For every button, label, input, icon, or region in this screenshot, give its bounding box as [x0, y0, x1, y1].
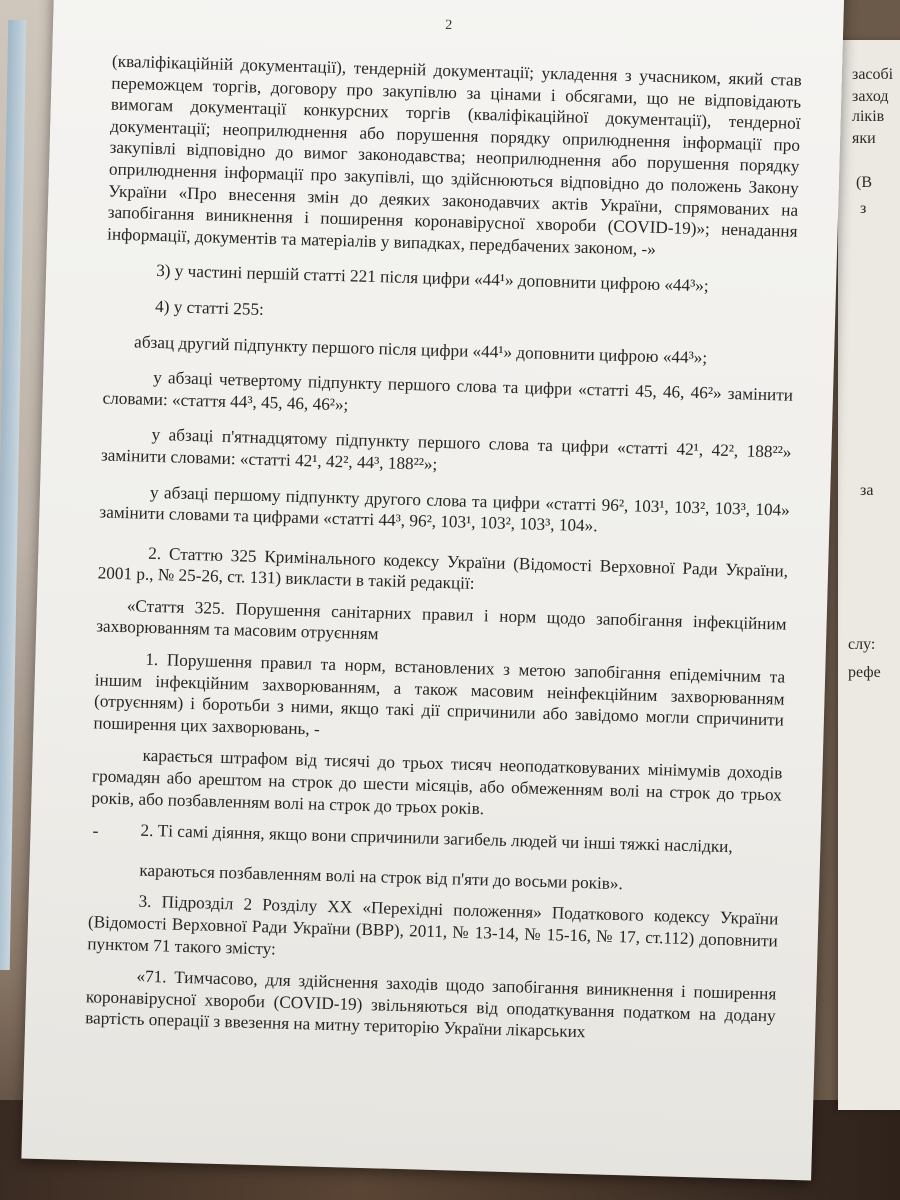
paragraph-item-4-subparagraph-15: у абзаці п'ятнадцятому підпункту першого слова та цифри «статті 42¹, 42², 188²²» замінити словами: «статті 42¹, 42², 44³, 188²²»;: [100, 425, 792, 474]
right-fragment: за: [860, 482, 874, 499]
document-page: [21, 0, 844, 1181]
article-325-part-1-penalty: карається штрафом від тисячі до трьох тисяч неоподатковуваних мінімумів доходів громадян або арештом на строк до шести місяців, або обмеженням волі на строк до трьох років, або позбавленням волі на строк до трьох років.: [91, 746, 783, 818]
right-fragment: яки: [852, 130, 876, 147]
paragraph-section-2: 2. Статтю 325 Кримінального кодексу України (Відомості Верховної Ради України, 2001 р., № 25-26, ст. 131) викласти в такій редакції:: [97, 543, 789, 594]
dash-mark: -: [92, 820, 99, 841]
right-fragment: (В: [856, 174, 872, 191]
second-page-edge: [838, 40, 900, 1110]
paragraph-item-4-subparagraph-second: у абзаці першому підпункту другого слова та цифри «статті 96², 103¹, 103², 103³, 104» замінити словами та цифрами «статті 44³, 96², 103¹, 103², 103³, 104».: [99, 482, 791, 536]
paragraph-item-4-subparagraph-4: у абзаці четвертому підпункту першого слова та цифри «статті 45, 46, 46²» замінити словами: «стаття 44³, 45, 46, 46²»;: [102, 368, 794, 415]
right-fragment: рефе: [848, 664, 881, 681]
page-number: 2: [444, 17, 453, 34]
article-325-title: «Стаття 325. Порушення санітарних правил і норм щодо запобігання інфекційним захворюванням та масовим отруєнням: [95, 596, 787, 644]
paragraph-section-3: 3. Підрозділ 2 Розділу ХХ «Перехідні положення» Податкового кодексу України (Відомості Верховної Ради України (ВВР), 2011, № 13-14, № 15-16, № 17, ст.112) доповнити пунктом 71 такого змісту:: [87, 892, 779, 959]
article-325-part-1: 1. Порушення правил та норм, встановлених з метою запобігання епідемічним та іншим інфекційним захворюванням, а також масовим неінфекційним захворюванням (отруєнням) і боротьби з ними, якщо такі дії спричинили або завідомо могли спричинити поширення цих захворювань, -: [93, 649, 786, 739]
paragraph-item-71: «71. Тимчасово, для здійснення заходів щодо запобігання виникнення і поширення коронавірусної хвороби (COVID-19) звільняються від оподаткування податком на додану вартість операції з ввезення на митну територію України лікарських: [85, 966, 777, 1042]
right-fragment: заход: [852, 88, 889, 105]
paragraph-item-3: 3) у частині першій статті 221 після цифри «44¹» доповнити цифрою «44³»;: [155, 261, 709, 296]
right-fragment: з: [860, 200, 867, 217]
right-fragment: засобі: [852, 66, 894, 83]
right-fragment: слу:: [848, 636, 876, 653]
right-fragment: ліків: [852, 108, 885, 125]
paragraph-item-4-subparagraph-2: абзац другий підпункту першого після цифри «44¹» доповнити цифрою «44³»;: [133, 331, 708, 367]
article-325-part-2-text: 2. Ті самі діяння, якщо вони спричинили загибель людей чи інші тяжкі наслідки,: [140, 820, 733, 857]
paragraph-item-4: 4) у статті 255:: [154, 296, 265, 319]
paragraph-procurement-violations: (кваліфікаційній документації), тендерній документації; укладення з учасником, який став переможцем торгів, договору про закупівлю за цінами і обсягами, що не відповідають вимогам документації конкурсних торгів (кваліфікаційної документації), тендерної документації; неоприлюднення або порушення порядку оприлюднення інформації про закупівлі відповідно до вимог законодавства; неоприлюднення або порушення порядку оприлюднення інформації про закупівлі, що здійснюються відповідно до положень Закону України «Про внесення змін до деяких законодавчих актів України, спрямованих на запобігання виникнення і поширення коронавірусної хвороби (COVID-19)»; ненадання інформації, документів та матеріалів у випадках, передбачених законом, -»: [106, 51, 803, 259]
article-325-part-2-penalty: караються позбавленням волі на строк від п'яти до восьми років».: [139, 860, 624, 893]
document-body: [85, 51, 802, 1049]
